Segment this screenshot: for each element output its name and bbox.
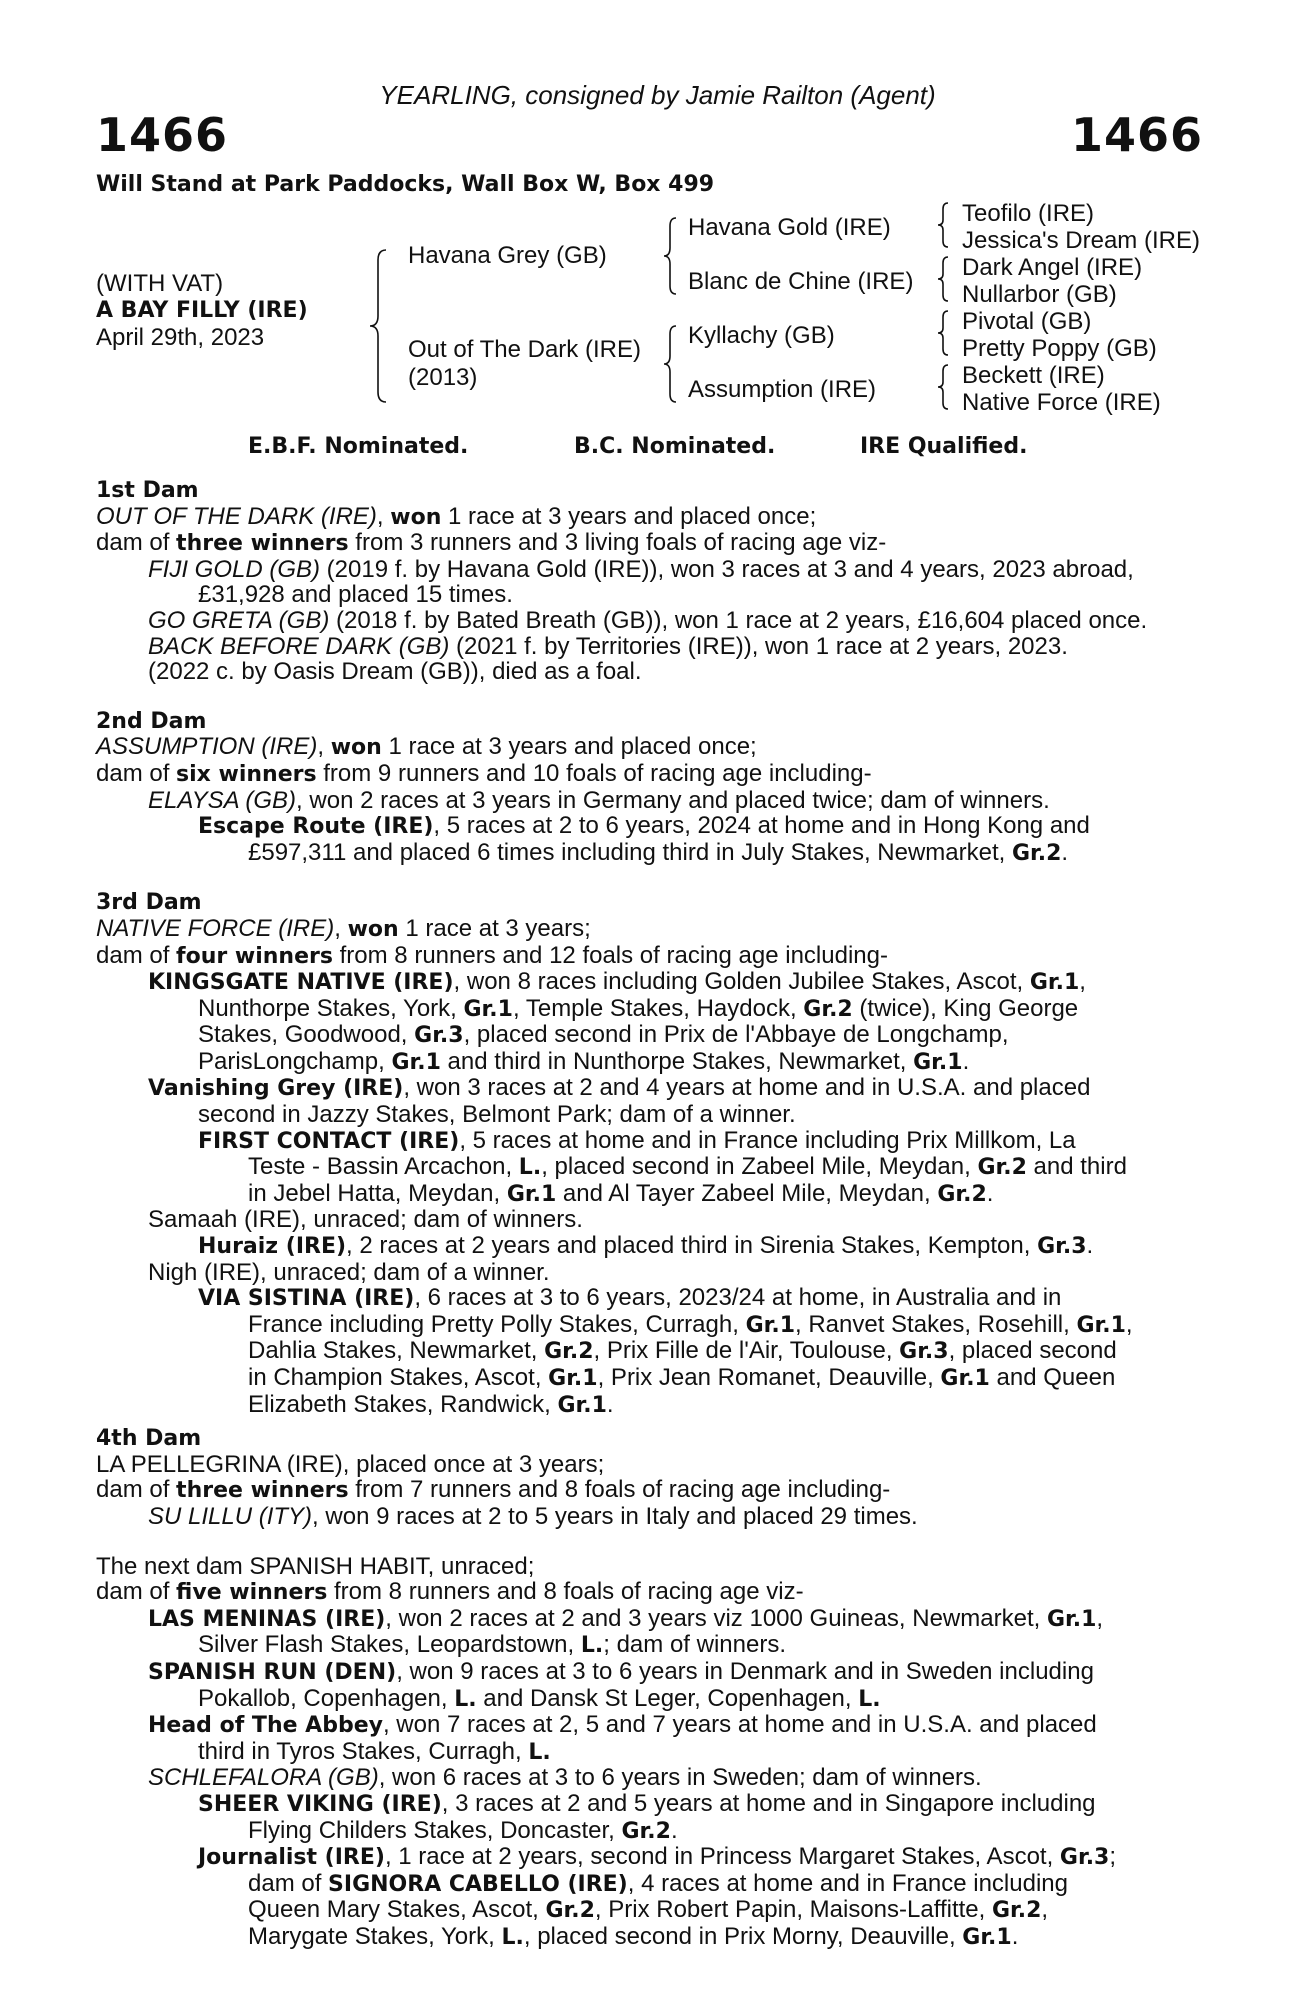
- produce-via-sistina: VIA SISTINA (IRE), 6 races at 3 to 6 years, 2023/24 at home, in Australia and in France including Pretty Polly Stakes, Curragh, Gr.1, Ranvet Stakes, Rosehill, Gr.1, Dahlia Stakes, Newmarket, Gr.2, Prix Fille de l'Air, Toulouse, Gr.3, placed second in Champion Stakes, Ascot, Gr.1, Prix Jean Romanet, Deauville, Gr.1 and Queen Elizabeth Stakes, Randwick, Gr.1.: [198, 1284, 1133, 1418]
- produce-su-lillu: SU LILLU (ITY), won 9 races at 2 to 5 years in Italy and placed 29 times.: [148, 1502, 918, 1530]
- produce-schlefalora: SCHLEFALORA (GB), won 6 races at 3 to 6 years in Sweden; dam of winners.: [148, 1764, 982, 1792]
- dam-brace: [660, 322, 680, 406]
- vat-note: (WITH VAT): [96, 270, 224, 297]
- next-dam-line: The next dam SPANISH HABIT, unraced;: [96, 1552, 535, 1580]
- second-dam-line: ASSUMPTION (IRE), won 1 race at 3 years and placed once;: [96, 733, 757, 761]
- produce-nigh: Nigh (IRE), unraced; dam of a winner.: [148, 1258, 550, 1286]
- produce-sheer-viking: SHEER VIKING (IRE), 3 races at 2 and 5 years at home and in Singapore including Flying Childers Stakes, Doncaster, Gr.2.: [198, 1789, 1096, 1844]
- produce-samaah: Samaah (IRE), unraced; dam of winners.: [148, 1206, 583, 1234]
- grandparent-5: Pivotal (GB): [962, 308, 1092, 335]
- horse-name: A BAY FILLY (IRE): [96, 298, 308, 323]
- produce-las-meninas: LAS MENINAS (IRE), won 2 races at 2 and 3 years viz 1000 Guineas, Newmarket, Gr.1, Silver Flash Stakes, Leopardstown, L.; dam of winners.: [148, 1604, 1104, 1659]
- grandparent-8: Native Force (IRE): [962, 389, 1161, 416]
- produce-escape-route: Escape Route (IRE), 5 races at 2 to 6 years, 2024 at home and in Hong Kong and: [198, 812, 1090, 840]
- produce-head-of-the-abbey: Head of The Abbey, won 7 races at 2, 5 and 7 years at home and in U.S.A. and placed third in Tyros Stakes, Curragh, L.: [148, 1711, 1097, 1765]
- produce-back-before-dark: BACK BEFORE DARK (GB) (2021 f. by Territories (IRE)), won 1 race at 2 years, 2023.: [148, 632, 1068, 660]
- dam-dam: Assumption (IRE): [688, 376, 877, 403]
- third-dam-heading: 3rd Dam: [96, 890, 202, 916]
- third-dam-line: NATIVE FORCE (IRE), won 1 race at 3 years;: [96, 914, 591, 942]
- grandparent-2: Jessica's Dream (IRE): [962, 227, 1200, 254]
- produce-go-greta: GO GRETA (GB) (2018 f. by Bated Breath (GB)), won 1 race at 2 years, £16,604 placed once.: [148, 606, 1148, 634]
- sire-name: Havana Grey (GB): [408, 242, 607, 269]
- first-dam-produce-summary: dam of three winners from 3 runners and 3 living foals of racing age viz-: [96, 529, 887, 557]
- produce-fiji-gold: FIJI GOLD (GB) (2019 f. by Havana Gold (IRE)), won 3 races at 3 and 4 years, 2023 abroad,: [148, 555, 1134, 583]
- main-brace: [366, 246, 390, 406]
- stand-info: Will Stand at Park Paddocks, Wall Box W, Box 499: [96, 172, 715, 197]
- sire-brace: [660, 214, 680, 298]
- first-dam-heading: 1st Dam: [96, 478, 199, 503]
- lot-number-left: 1466: [96, 108, 229, 162]
- second-dam-heading: 2nd Dam: [96, 708, 207, 734]
- consignment-line: YEARLING, consigned by Jamie Railton (Agent): [379, 80, 936, 110]
- produce-2022-colt: (2022 c. by Oasis Dream (GB)), died as a foal.: [148, 658, 642, 686]
- fourth-dam-line: LA PELLEGRINA (IRE), placed once at 3 years;: [96, 1450, 605, 1478]
- grandparent-4: Nullarbor (GB): [962, 281, 1117, 308]
- sire-sire: Havana Gold (IRE): [688, 214, 891, 241]
- produce-first-contact: FIRST CONTACT (IRE), 5 races at home and in France including Prix Millkom, La Teste - Bassin Arcachon, L., placed second in Zabeel Mile, Meydan, Gr.2 and third in Jebel Hatta, Meydan, Gr.1 and Al Tayer Zabeel Mile, Meydan, Gr.2.: [198, 1126, 1127, 1207]
- g-brace-2: [934, 254, 952, 304]
- second-dam-produce-summary: dam of six winners from 9 runners and 10 foals of racing age including-: [96, 759, 872, 787]
- produce-journalist: Journalist (IRE), 1 race at 2 years, second in Princess Margaret Stakes, Ascot, Gr.3; dam of SIGNORA CABELLO (IRE), 4 races at home and in France including Queen Mary Stakes, Ascot, Gr.2, Prix Robert Papin, Maisons-Laffitte, Gr.2, Marygate Stakes, York, L., placed second in Prix Morny, Deauville, Gr.1.: [198, 1843, 1117, 1950]
- dam-year: (2013): [408, 364, 478, 391]
- grandparent-6: Pretty Poppy (GB): [962, 335, 1157, 362]
- bc-nominated: B.C. Nominated.: [574, 434, 776, 459]
- dam-name: Out of The Dark (IRE): [408, 336, 641, 363]
- produce-elaysa: ELAYSA (GB), won 2 races at 3 years in Germany and placed twice; dam of winners.: [148, 786, 1050, 814]
- fourth-dam-produce-summary: dam of three winners from 7 runners and 8 foals of racing age including-: [96, 1476, 891, 1504]
- ebf-nominated: E.B.F. Nominated.: [248, 434, 469, 459]
- first-dam-line: OUT OF THE DARK (IRE), won 1 race at 3 years and placed once;: [96, 502, 817, 530]
- ire-qualified: IRE Qualified.: [860, 434, 1028, 459]
- sire-dam: Blanc de Chine (IRE): [688, 268, 914, 295]
- dam-sire: Kyllachy (GB): [688, 322, 835, 349]
- g-brace-1: [934, 200, 952, 250]
- produce-vanishing-grey: Vanishing Grey (IRE), won 3 races at 2 and 4 years at home and in U.S.A. and placed second in Jazzy Stakes, Belmont Park; dam of a winner.: [148, 1074, 1091, 1129]
- next-dam-produce-summary: dam of five winners from 8 runners and 8 foals of racing age viz-: [96, 1578, 804, 1606]
- grandparent-1: Teofilo (IRE): [962, 200, 1095, 227]
- produce-escape-route-cont: £597,311 and placed 6 times including third in July Stakes, Newmarket, Gr.2.: [248, 838, 1069, 866]
- third-dam-produce-summary: dam of four winners from 8 runners and 12 foals of racing age including-: [96, 941, 888, 969]
- grandparent-7: Beckett (IRE): [962, 362, 1105, 389]
- produce-huraiz: Huraiz (IRE), 2 races at 2 years and placed third in Sirenia Stakes, Kempton, Gr.3.: [198, 1232, 1094, 1260]
- produce-fiji-gold-cont: £31,928 and placed 15 times.: [198, 581, 513, 609]
- produce-spanish-run: SPANISH RUN (DEN), won 9 races at 3 to 6 years in Denmark and in Sweden including Pokallob, Copenhagen, L. and Dansk St Leger, Copenhagen, L.: [148, 1657, 1094, 1712]
- g-brace-3: [934, 308, 952, 358]
- fourth-dam-heading: 4th Dam: [96, 1426, 202, 1452]
- produce-kingsgate-native: KINGSGATE NATIVE (IRE), won 8 races including Golden Jubilee Stakes, Ascot, Gr.1, Nunthorpe Stakes, York, Gr.1, Temple Stakes, Haydock, Gr.2 (twice), King George Stakes, Goodwood, Gr.3, placed second in Prix de l'Abbaye de Longchamp, ParisLongchamp, Gr.1 and third in Nunthorpe Stakes, Newmarket, Gr.1.: [148, 968, 1086, 1075]
- grandparent-3: Dark Angel (IRE): [962, 254, 1143, 281]
- g-brace-4: [934, 362, 952, 412]
- catalogue-body: [96, 478, 1206, 1950]
- horse-dob: April 29th, 2023: [96, 324, 265, 351]
- lot-number-right: 1466: [1070, 108, 1203, 162]
